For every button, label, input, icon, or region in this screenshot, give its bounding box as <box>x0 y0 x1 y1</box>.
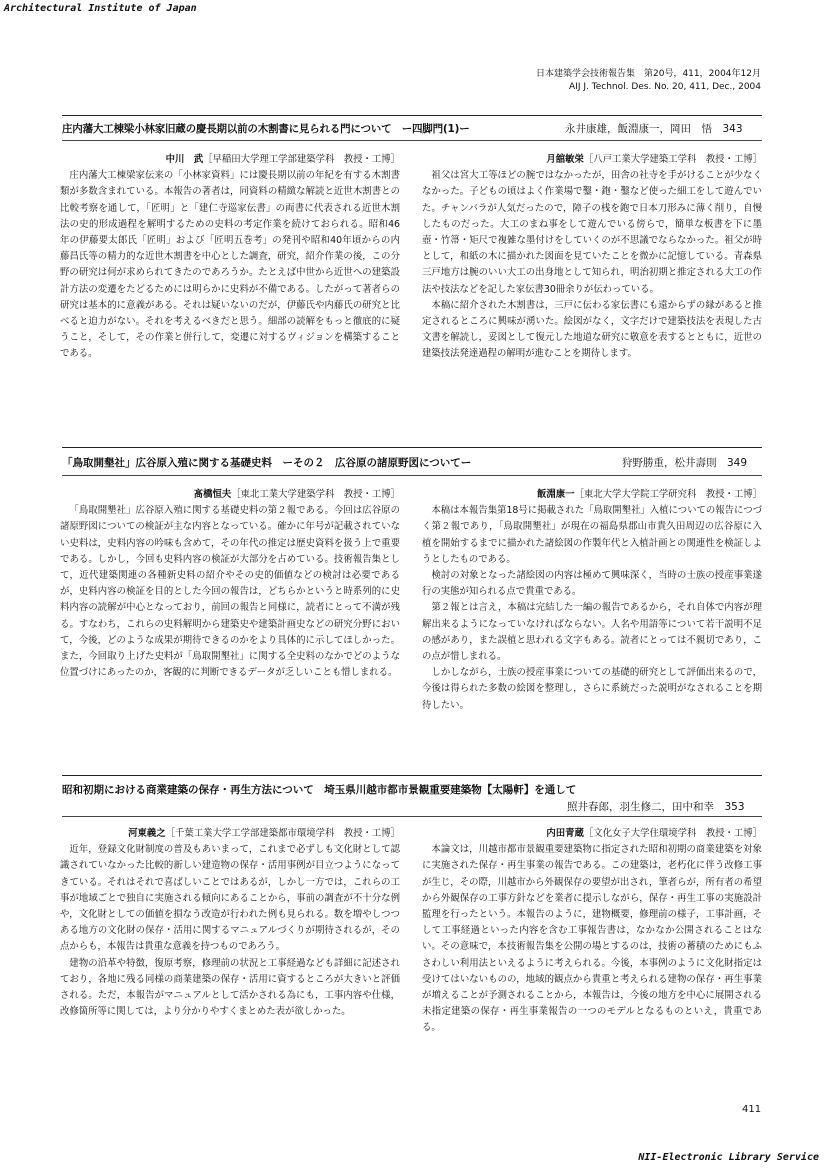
review-paragraph: 近年，登録文化財制度の普及もあいまって，これまで必ずしも文化財として認識されていなかった比較的新しい建造物の保存・活用事例が目立つようになってきている。それはそれで喜ばしいことではあるが，しかし一方では，これらの工事が地域ごとで独自に実施される傾向にあることから，事前の調査が不十分な例や，文化財としての価値を損なう改造が行われた例も見られる。数を増やしつつある地方の文化財の保存・活用に関するマニュアルづくりが期待されるが，その点からも，本報告は貴重な意義を持つものであろう。 <box>60 844 400 953</box>
article-2-review-1 <box>60 487 400 681</box>
page-number: 411 <box>742 1104 762 1115</box>
article-2-authors: 狩野勝重，松井壽則 349 <box>622 457 748 469</box>
article-3-top-rule <box>62 775 762 776</box>
review-paragraph: しかしながら，士族の授産事業についての基礎的研究として評価出来るので，今後は得られた多数の絵図を整理し，さらに系統だった説明がなされることを期待したい。 <box>422 667 762 711</box>
journal-citation-jp: 日本建築学会技術報告集 第20号，411，2004年12月 <box>536 69 761 79</box>
article-3-authors: 照井春郎，羽生修二，田中和幸 353 <box>567 801 745 813</box>
review-paragraph: 本稿は本報告集第18号に掲載された「鳥取開墾社」入植についての報告につづく第２報であり，「鳥取開墾社」が現在の福島県郡山市貴久田周辺の広谷原に入植を開始するまでに描かれた諸絵図の作製年代と入植計画との関連性を検証しようとしたものである。 <box>422 505 762 565</box>
article-1-authors: 永井康雄，飯淵康一，岡田 悟 343 <box>565 123 743 135</box>
reviewer-affiliation: ［八戸工業大学建築工学科 教授・工博］ <box>583 154 762 165</box>
article-1-top-rule <box>62 115 762 116</box>
reviewer-affiliation: ［文化女子大学住環境学科 教授・工博］ <box>583 828 762 839</box>
review-paragraph: 「鳥取開墾社」広谷原入殖に関する基礎史料の第２報である。今回は広谷原の諸原野図についての検証が主な内容となっている。確かに年号が記載されていない史料は，史料内容の吟味も含めて，その年代の推定は歴史資料を扱う上で重要である。しかし，今回も史料内容の検証が大部分を占めている。技術報告集として，近代建築関連の各種新史料の紹介やその史的価値などの検討は必要であるが，史料内容の検証を目的とした今回の報告は，どちらかというと時系列的に史料内容の読解が中心となっており，前回の報告と同様に，読者にとって不満が残る。すなわち，これらの史料解明から建築史や建築計画史などの研究分野において，今後，どのような成果が期待できるのかをより具体的に示してほしかった。また，今回取り上げた史料が「鳥取開墾社」に関する全史料のなかでどのような位置づけにあったのか，客観的に判断できるデータが乏しいことも惜しまれる。 <box>60 505 400 679</box>
article-1-title: 庄内藩大工棟梁小林家旧蔵の慶長期以前の木割書に見られる門について ー四脚門(1)ー <box>62 123 470 135</box>
journal-citation-en: AIJ J. Technol. Des. No. 20, 411, Dec., 2004 <box>569 82 761 92</box>
review-paragraph: 検討の対象となった諸絵図の内容は極めて興味深く，当時の士族の授産事業遂行の実態が知られる点で貴重である。 <box>422 570 762 598</box>
reviewer-affiliation: ［早稲田大学理工学部建築学科 教授・工博］ <box>203 154 400 165</box>
article-3-bottom-rule <box>62 816 762 817</box>
article-3-review-1 <box>60 826 400 1020</box>
reviewer-affiliation: ［千葉工業大学工学部建築都市環境学科 教授・工博］ <box>165 828 400 839</box>
reviewer-name: 河東義之 <box>128 828 166 839</box>
review-paragraph: 庄内藩大工棟梁家伝来の「小林家資料」には慶長期以前の年紀を有する木割書類が多数含まれている。本報告の著者は，同資料の精緻な解読と近世木割書との比較考察を通して，「匠明」と「建仁寺巡家伝書」の両書に代表される近世木割法の史的形成過程を解明するための史料の考定作業を続けておられる。昭和46年の伊藤要太郎氏「匠明」および「匠明五巻考」の発刊や昭和40年頃からの内藤昌氏等の精力的な近世木割書を中心とした調査，研究，紹介作業の後，この分野の研究は何が求められてきたのであろうか。たとえば中世から近世への建築設計方法の変遷をたどるためには明らかに史料が不備である。したがって著者らの研究は基本的に意義がある。それは疑いないのだが，伊藤氏や内藤氏の研究と比べると迫力がない。それを考えるべきだと思う。細部の読解をもっと徹底的に疑うこと，そして，その作業と併行して，変遷に対するヴィジョンを構築することである。 <box>60 170 400 360</box>
journal-citation <box>361 66 761 92</box>
article-2-title: 「鳥取開墾社」広谷原入殖に関する基礎史料 ーその２ 広谷原の諸原野図についてー <box>62 457 472 469</box>
article-2-review-2 <box>422 487 762 714</box>
review-paragraph: 祖父は宮大工等ほどの腕ではなかったが，田舎の社寺を手がけることが少なくなかった。子どもの頃はよく作業場で鑿・鉋・鑿など使った細工をして遊んでいた。チャンバラが人気だったので，障子の桟を鉋で日本刀形みに薄く削り，自慢したものだった。大工のまね事をして遊んでいる傍らで，簡単な板書を下に墨壺・竹箒・矩尺で複雑な墨付けをしていくのが不思議でならなかった。祖父が時として，和紙の木に描かれた図面を見ていたことを微かに記憶している。青森県三戸地方は腕のいい大工の出身地として知られ，明治初期と推定される大工の作法や技法などを記した家伝書30冊余りが伝わっている。 <box>422 170 762 295</box>
article-1-bottom-rule <box>62 140 762 141</box>
article-2-bottom-rule <box>62 475 762 476</box>
article-1-review-1 <box>60 152 400 363</box>
reviewer-name: 中川 武 <box>165 154 204 165</box>
reviewer-name: 髙橋恒夫 <box>193 489 232 500</box>
article-1-review-2 <box>422 152 762 363</box>
review-paragraph: 本稿に紹介された木割書は，三戸に伝わる家伝書にも遠からずの縁があると推定されるところに興味が湧いた。絵図がなく，文字だけで建築技法を表現した古文書を解読し，妥図として復元した地道な研究に敬意を表するとともに，近世の建築技法発達過程の解明が進むことを期待します。 <box>422 299 762 360</box>
reviewer-name: 飯淵康一 <box>536 489 575 500</box>
article-3-review-2 <box>422 826 762 1037</box>
article-2-top-rule <box>62 447 762 448</box>
review-paragraph: 第２報とは言え，本稿は完結した一編の報告であるから，それ自体で内容が理解出来るようになっていなければならない。人名や用語等について若干説明不足の感があり，また誤植と思われる文字もある。読者にとっては不親切であり，この点が惜しまれる。 <box>422 602 762 663</box>
site-header: Architectural Institute of Japan <box>4 3 197 14</box>
footer-service: NII-Electronic Library Service <box>638 1152 819 1163</box>
reviewer-name: 内田青蔵 <box>546 828 584 839</box>
reviewer-affiliation: ［東北工業大学建築学科 教授・工博］ <box>231 489 400 500</box>
reviewer-affiliation: ［東北大学大学院工学研究科 教授・工博］ <box>574 489 762 500</box>
reviewer-name: 月舘敏栄 <box>546 154 584 165</box>
review-paragraph: 本論文は，川越市都市景観重要建築物に指定された昭和初期の商業建築を対象に実施された保存・再生事業の報告である。この建築は，老朽化に伴う改修工事が生じ，その際，川越市から外観保存の要望が出され，筆者らが，所有者の希望から外観保存の工事方針などを業者に提示しながら，保存・再生工事の実施設計監理を行ったという。本報告のように，建物概要，修理前の様子，工事計画，そして工事経過といった内容を含む工事報告書は，なかなか公開されることはない。その意味で，本技術報告集を公開の場とするのは，技術の蓄積のためにもふさわしい利用法といえるように考えられる。今後，本事例のように文化財指定は受けてはいないものの，地域的観点から貴重と考えられる建物の保存・再生事業が増えることが予測されることから，本報告は，今後の地方を中心に展開される未指定建築の保存・再生事業報告の一つのモデルとなるものといえ，貴重である。 <box>422 844 762 1034</box>
review-paragraph: 建物の沿革や特徴，復原考察，修理前の状況と工事経過なども詳細に記述されており，各地に残る同様の商業建築の保存・活用に資するところが大きいと評価される。ただ，本報告がマニュアルとして活かされる為にも，工事内容や仕様，改修箇所等に関しては，より分かりやすくまとめた表が欲しかった。 <box>60 957 400 1018</box>
article-3-title: 昭和初期における商業建築の保存・再生方法について 埼玉県川越市都市景観重要建築物【太陽軒】を通して <box>62 784 577 796</box>
